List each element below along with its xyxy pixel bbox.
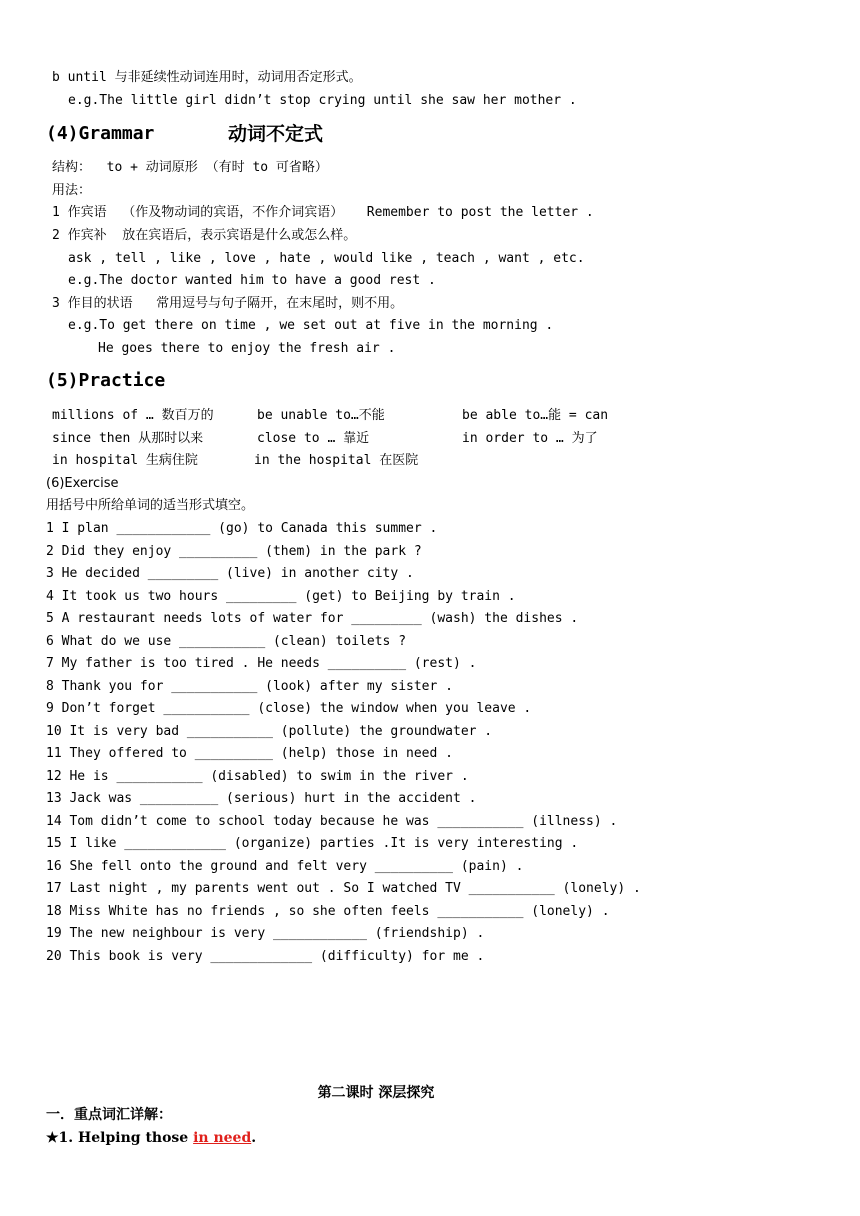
exercise-item: 13 Jack was __________ (serious) hurt in the accident . — [46, 791, 477, 806]
until-rule: b until 与非延续性动词连用时，动词用否定形式。 — [52, 70, 362, 85]
exercise-item: 7 My father is too tired . He needs __________ (rest) . — [46, 656, 477, 671]
practice-phrase: close to … 靠近 — [257, 431, 370, 446]
practice-heading: (5)Practice — [46, 370, 166, 391]
exercise-item: 11 They offered to __________ (help) those in need . — [46, 746, 453, 761]
practice-phrase: in hospital 生病住院 — [52, 453, 198, 468]
exercise-item: 4 It took us two hours _________ (get) to Beijing by train . — [46, 589, 516, 604]
until-example: e.g.The little girl didn’t stop crying until she saw her mother . — [68, 93, 577, 108]
exercise-item: 18 Miss White has no friends , so she often feels ___________ (lonely) . — [46, 904, 610, 919]
exercise-item: 16 She fell onto the ground and felt very __________ (pain) . — [46, 859, 524, 874]
exercise-item: 8 Thank you for ___________ (look) after my sister . — [46, 679, 453, 694]
lesson-2-title: 第二课时 深层探究 — [317, 1085, 435, 1101]
exercise-item: 19 The new neighbour is very ____________ (friendship) . — [46, 926, 485, 941]
key-point-1 — [46, 1129, 256, 1147]
practice-phrase: be able to…能 = can — [462, 408, 609, 423]
key-vocabulary-heading: 一．重点词汇详解： — [46, 1107, 172, 1123]
practice-phrase: in order to … 为了 — [462, 431, 598, 446]
exercise-heading: (6)Exercise — [46, 476, 119, 491]
exercise-item: 20 This book is very _____________ (difficulty) for me . — [46, 949, 485, 964]
exercise-item: 5 A restaurant needs lots of water for _________ (wash) the dishes . — [46, 611, 579, 626]
exercise-item: 1 I plan ____________ (go) to Canada this summer . — [46, 521, 438, 536]
exercise-item: 17 Last night , my parents went out . So I watched TV ___________ (lonely) . — [46, 881, 641, 896]
exercise-item: 15 I like _____________ (organize) parties .It is very interesting . — [46, 836, 579, 851]
grammar-usage-label: 用法： — [52, 183, 92, 198]
grammar-item-3-example-2: He goes there to enjoy the fresh air . — [98, 341, 396, 356]
exercise-instruction: 用括号中所给单词的适当形式填空。 — [46, 498, 255, 513]
grammar-item-2-verbs: ask , tell , like , love , hate , would like , teach , want , etc. — [68, 251, 585, 266]
grammar-heading — [46, 123, 324, 145]
key-point-1-prefix: ★1. Helping those — [46, 1130, 194, 1146]
exercise-item: 14 Tom didn’t come to school today because he was ___________ (illness) . — [46, 814, 618, 829]
exercise-item: 9 Don’t forget ___________ (close) the window when you leave . — [46, 701, 532, 716]
key-point-1-suffix: . — [251, 1130, 257, 1146]
exercise-item: 3 He decided _________ (live) in another city . — [46, 566, 414, 581]
grammar-item-1: 1 作宾语 （作及物动词的宾语，不作介词宾语） Remember to post the letter . — [52, 205, 594, 220]
grammar-item-3: 3 作目的状语 常用逗号与句子隔开，在末尾时，则不用。 — [52, 296, 404, 311]
exercise-item: 6 What do we use ___________ (clean) toilets ? — [46, 634, 407, 649]
grammar-heading-en: (4)Grammar — [46, 123, 155, 144]
practice-phrase: since then 从那时以来 — [52, 431, 204, 446]
key-point-1-highlight: in need — [193, 1130, 252, 1146]
exercise-item: 2 Did they enjoy __________ (them) in the park ? — [46, 544, 422, 559]
grammar-item-3-example-1: e.g.To get there on time , we set out at five in the morning . — [68, 318, 554, 333]
exercise-item: 10 It is very bad ___________ (pollute) the groundwater . — [46, 724, 493, 739]
exercise-item: 12 He is ___________ (disabled) to swim in the river . — [46, 769, 469, 784]
grammar-item-2: 2 作宾补 放在宾语后，表示宾语是什么或怎么样。 — [52, 228, 357, 243]
practice-phrase: in the hospital 在医院 — [254, 453, 419, 468]
practice-phrase: be unable to…不能 — [257, 408, 385, 423]
grammar-heading-cn: 动词不定式 — [228, 123, 324, 145]
grammar-item-2-example: e.g.The doctor wanted him to have a good rest . — [68, 273, 436, 288]
grammar-structure: 结构： to + 动词原形 （有时 to 可省略） — [52, 160, 328, 175]
practice-phrase: millions of … 数百万的 — [52, 408, 214, 423]
